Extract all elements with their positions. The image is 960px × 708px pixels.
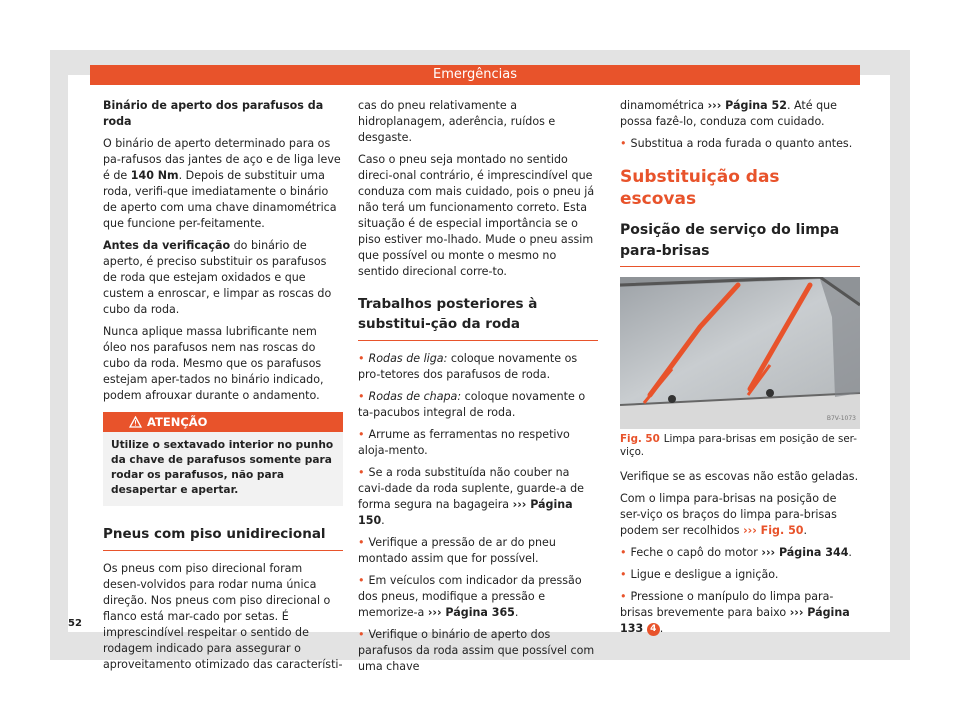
bullet-icon: •: [358, 574, 365, 587]
unidirectional-heading: Pneus com piso unidirecional: [103, 524, 343, 551]
page-number: 52: [68, 618, 82, 629]
figure-code: B7V-1073: [826, 415, 856, 422]
steel-text: coloque novamente o ta-pacubos integral de roda.: [358, 390, 586, 419]
torque-text-b: . Depois de substituir uma roda, verifi-que imediatamente o binário de aperto com uma chave dinamométrica que funcione per-feitamente.: [103, 169, 337, 230]
list-item: [358, 389, 598, 421]
torque-text-a: O binário de aperto determinado para os pa-rafusos das jantes de aço e de liga leve é de: [103, 137, 341, 182]
windshield-wiper-illustration: [620, 277, 860, 429]
column-3: [620, 98, 860, 643]
page-344-link[interactable]: ››› Página 344: [761, 546, 849, 559]
list-item: [620, 136, 860, 152]
figure-caption: [620, 433, 860, 459]
torque-check-text: Verifique o binário de aperto dos parafusos da roda assim que possível com uma chave: [358, 628, 595, 673]
page-52-link[interactable]: ››› Página 52: [707, 99, 787, 112]
bonnet-text: Feche o capô do motor: [630, 546, 762, 559]
continuation-paragraph: [620, 98, 860, 130]
bullet-icon: •: [620, 137, 627, 150]
cont-text: dinamométrica: [620, 99, 708, 112]
warning-text: Utilize o sextavado interior no punho da chave de parafusos somente para rodar os parafusos, não para desapertar e apertar.: [111, 439, 334, 496]
list-item: [620, 567, 860, 583]
check-paragraph: [103, 238, 343, 318]
bullet-icon: •: [358, 466, 365, 479]
frozen-paragraph: Verifique se as escovas não estão geladas.: [620, 470, 859, 483]
grease-paragraph: Nunca aplique massa lubrificante nem óleo nos parafusos nem nas roscas do cubo da roda. Mesmo que os parafusos estejam aper-tados no binário indicado, podem afrouxar durante o andamento.: [103, 325, 324, 402]
ignition-text: Ligue e desligue a ignição.: [630, 568, 779, 581]
bullet-icon: •: [358, 428, 365, 441]
list-item: • Se a roda substituída não couber na cavi-dade da roda suplente, guarde-a de forma segura na bagageira ››› Página 150.: [358, 466, 584, 527]
tools-text: Arrume as ferramentas no respetivo aloja-mento.: [358, 428, 570, 457]
pressure-text: Verifique a pressão de ar do pneu montado assim que for possível.: [358, 536, 556, 565]
list-item: [358, 535, 598, 567]
spare-text: Se a roda substituída não couber na cavi-dade da roda suplente, guarde-a de forma segura na bagageira: [358, 466, 584, 511]
lever-text: Pressione o manípulo do limpa para-brisas brevemente para baixo: [620, 590, 834, 619]
list-item: [358, 351, 598, 383]
page-365-link[interactable]: ››› Página 365: [427, 606, 515, 619]
column-1: [103, 98, 343, 679]
service-paragraph: Com o limpa para-brisas na posição de ser-viço os braços do limpa para-brisas podem ser recolhidos ››› Fig. 50.: [620, 492, 837, 537]
cont-text-2: . Até que possa fazê-lo, conduza com cuidado.: [620, 99, 837, 128]
continuation-paragraph: cas do pneu relativamente a hidroplanagem, aderência, ruídos e desgaste.: [358, 99, 556, 144]
steel-label: Rodas de chapa:: [368, 390, 462, 403]
fig-50-link[interactable]: ››› Fig. 50: [743, 524, 804, 537]
column-2: [358, 98, 598, 681]
list-item: • Pressione o manípulo do limpa para-brisas brevemente para baixo ››› Página 133 4 .: [620, 590, 850, 635]
bullet-icon: •: [358, 390, 365, 403]
list-item: • Feche o capô do motor ››› Página 344.: [620, 546, 852, 559]
bullet-icon: •: [358, 628, 365, 641]
bullet-icon: •: [358, 536, 365, 549]
list-item: • Em veículos com indicador da pressão dos pneus, modifique a pressão e memorize-a ››› Página 365.: [358, 574, 582, 619]
tpms-text: Em veículos com indicador da pressão dos pneus, modifique a pressão e memorize-a: [358, 574, 582, 619]
torque-heading: Binário de aperto dos parafusos da roda: [103, 99, 324, 128]
warning-box: [103, 412, 343, 506]
check-text: do binário de aperto, é preciso substituir os parafusos de roda que estejam oxidados e que custem a enroscar, e limpar as roscas do cubo da roda.: [103, 239, 332, 316]
chapter-title: Substituição das escovas: [620, 167, 780, 209]
service-text: Com o limpa para-brisas na posição de ser-viço os braços do limpa para-brisas podem ser recolhidos: [620, 492, 837, 537]
wiper-figure: [620, 277, 860, 429]
sub-title: Posição de serviço do limpa para-brisas: [620, 220, 860, 267]
torque-value: 140 Nm: [130, 169, 179, 182]
header-bar: Emergências: [90, 65, 860, 85]
torque-paragraph: [103, 136, 343, 232]
list-item: [358, 627, 598, 675]
page-150-link[interactable]: ››› Página 150: [358, 498, 573, 527]
alloy-text: coloque novamente os pro-tetores dos parafusos de roda.: [358, 352, 578, 381]
bullet-icon: •: [620, 590, 627, 603]
warning-title: ATENÇÃO: [147, 415, 208, 429]
unidirectional-paragraph: Os pneus com piso direcional foram desen-volvidos para rodar numa única direção. Nos pneus com piso direcional o flanco está mar-cado por setas. É imprescindível respeitar o sentido de rodagem indicado para assegurar o aproveitamento otimizado das característi-: [103, 562, 343, 671]
bullet-icon: •: [620, 546, 627, 559]
bullet-icon: •: [358, 352, 365, 365]
after-change-heading: Trabalhos posteriores à substitui-ção da roda: [358, 294, 598, 341]
warning-triangle-icon: [129, 416, 142, 428]
figure-caption-text: Limpa para-brisas em posição de ser-viço.: [620, 433, 857, 458]
callout-number-badge: 4: [647, 623, 660, 636]
figure-label: Fig. 50: [620, 433, 660, 445]
replace-text: Substitua a roda furada o quanto antes.: [630, 137, 853, 150]
warning-header: [103, 413, 343, 432]
opposite-direction-paragraph: Caso o pneu seja montado no sentido direci-onal contrário, é imprescindível que conduza com mais cuidado, pois o pneu já não terá um funcionamento correto. Esta situação é de especial importância se o piso estiver mo-lhado. Mude o pneu assim que possível ou monte o mesmo no sentido direcional corre-to.: [358, 153, 595, 278]
alloy-label: Rodas de liga:: [368, 352, 448, 365]
page-133-link[interactable]: ››› Página 133: [620, 606, 850, 635]
check-label: Antes da verificação: [103, 239, 231, 252]
list-item: [358, 427, 598, 459]
bullet-icon: •: [620, 568, 627, 581]
